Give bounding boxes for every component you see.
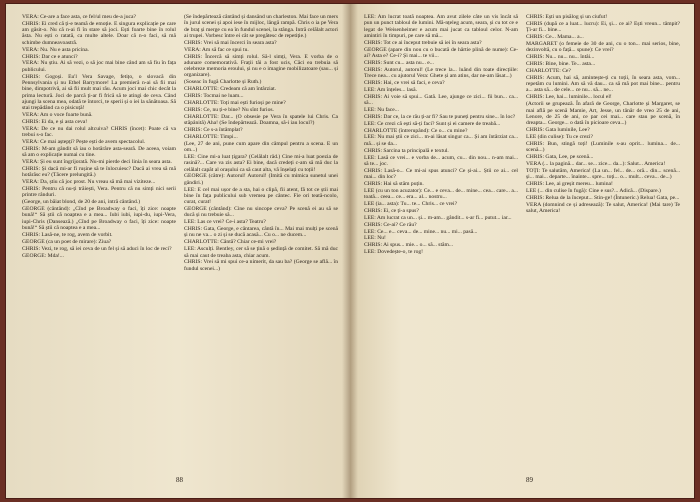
dialogue-paragraph: CHARLOTTE: Timpi...: [184, 133, 238, 140]
dialogue-paragraph: CHRIS: Lasă-o... Ce mi-ai spus atunci? Ce și-ai... Știi ce ai... cel mai... din loc?: [364, 167, 518, 181]
dialogue-paragraph: CHRIS: Ce, nu ți-e bine? Nu sînt furios.: [184, 106, 274, 113]
dialogue-paragraph: LEE: Am înțeles... lasă.: [364, 86, 417, 93]
dialogue-paragraph: LEE: Asculți. Bentley, cer să se țină o ședință de comitet. Să mă duc să mai caut de treaba asta, chiar acum.: [184, 246, 338, 259]
dialogue-paragraph: CHRIS: Ești un pisălog și un ciufut!: [526, 14, 608, 20]
dialogue-paragraph: CHRIS: Ei cred că ți-e teamă de emoție. E singura explicație pe care am găsit-o. Nu că n-ai fi în stare să joci. Ești foarte bine în rolul ăsta. Nu ești o ratată, ca multe altele. Doar că n-o faci, să mă schimbe dumneavoastră.: [22, 20, 176, 46]
dialogue-paragraph: LEE (... din culise în fugă): Cine e sus?... Adică... (Dispare.): [526, 187, 661, 194]
dialogue-paragraph: CHRIS: Sarcina ta principală e textul.: [364, 147, 449, 154]
dialogue-paragraph: GEORGE (cântând): „Cînd pe Broadway o faci, îți zice: noapte bună!“ Să știi că noaptea e a mea... Iubi iubi, iupi-du, iupi-Vera, iupi-Chris (Dansează.) „Cînd pe Broadway o faci, îți zice: noapte bună!“ Să știi că noaptea e a mea...: [22, 206, 176, 231]
dialogue-paragraph: CHRIS: Ce s-a întâmplat?: [184, 126, 243, 133]
dialogue-paragraph: CHRIS: Sunt cu... asta nu... e...: [364, 59, 434, 66]
dialogue-paragraph: LEE: Nu mai știi ce zici... m-ai lăsat singur ca... Și am întârziat ca... mă... și se da...: [364, 134, 518, 147]
dialogue-paragraph: CHRIS: Ei da, e și asta ceva!: [22, 118, 88, 125]
dialogue-paragraph: VERA: Nu. Nu e asta pricina.: [22, 46, 89, 53]
dialogue-paragraph: VERA: Am o voce foarte bună.: [22, 112, 93, 119]
dialogue-paragraph: CHARLOTTE (întrerupând): Ce o... cu mine?: [364, 127, 468, 134]
dialogue-paragraph: CHRIS: Vezi, te rog, să iei ceva de un fel și să aduci în loc de reci?: [22, 245, 172, 252]
dialogue-paragraph: CHRIS: Acum, hai să, amintește-ți cu toții, în seara asta, vom... repetăm cu lumini. Am să vă dau... ca să mă pot mai bine... pentru a... asta să... de cele... ce nu... să... ne...: [526, 74, 680, 94]
dialogue-paragraph: (Actorii se grupează. În afară de George, Charlotte și Margaret, se mai află pe scenă Mamie, Art, Jesse, un tânăr de vreo 25 de ani, Lenore, de 25 de ani, ce par cei mai... care stau pe scenă, în dreapta... George... o dată în picioare ceva...): [526, 101, 680, 127]
dialogue-paragraph: LEE: Dovedește-o, te rog!: [364, 249, 424, 256]
dialogue-paragraph: VERA: Ce-are a face asta, ce fel/ul meu de-a juca?: [22, 14, 136, 20]
left-page-column-2: [184, 14, 338, 464]
dialogue-paragraph: CHRIS: M-am gândit să iau o hotărâre asta-seară. De aceea, voiam să am o explicație numai cu tine.: [22, 145, 176, 159]
dialogue-paragraph: CHARLOTTE: Cântă? Chiar ce-mi vrei?: [184, 239, 277, 246]
dialogue-paragraph: CHRIS: Tocmai ne luam...: [184, 93, 244, 100]
dialogue-paragraph: CHRIS: Gogoși. Eu'l Vera Savage, fetițo, o slovacă din Pennsylvania și nu Ethel Barrymore! La premieră n-ai să fii mai bine, dimpotrivă, ai să fii mult mai rău. Acum joci mai chic decât la prima lectură. Joci de parcă ți-ar fi frică să te atingi de ceva. Când ajungi la scena mea, odată te întorci, te sperii și o iei la sănătoasa. Să stai trepădând ca o pisicuță!: [22, 73, 176, 112]
dialogue-paragraph: CHRIS: Tot ce ai început trebuie să iei în seara asta?: [364, 39, 482, 46]
right-page: [350, 4, 694, 498]
dialogue-paragraph: LEE: Ce crezi că ești să-ți faci? Sunt și ei camere de treabă...: [364, 120, 501, 127]
dialogue-paragraph: VERA: Nu știu. Ai să vezi, o să joc mai bine când am să fiu în fața publicului.: [22, 60, 176, 73]
dialogue-paragraph: LEE (ia... asta): Tu... te... Chris... ce vrei?: [364, 201, 458, 207]
dialogue-paragraph: CHRIS: Pentru că nu-ți trăiești, Vera. Pentru că nu simți nici serii printre rânduri.: [22, 186, 176, 199]
dialogue-paragraph: VERA: Ce mai aștepți? Pește ești de avem spectacolul.: [22, 138, 146, 145]
dialogue-paragraph: GEORGE (cântând): Cine nu sincope ceva? Pe scenă ei au să se ducă și nu trebuie să...: [184, 206, 338, 219]
right-page-column-1: [364, 14, 518, 464]
dialogue-paragraph: GEORGE: Mda!...: [22, 252, 64, 259]
dialogue-paragraph: LEE: Nu face...: [364, 106, 399, 113]
dialogue-paragraph: CHRIS: Vrei să mi spui ce-a nimerit, da sau ba? (George se află... în fundul scenei...): [184, 259, 338, 272]
dialogue-paragraph: LEE: Am lucrat toată noaptea. Am avut zilele câte un vis încât să pun un punct tabloul de lumini. Mă-nțeleg acum, seara, și cu tot ce e legat de Weisenheimer e acum mai jucat ca tabloul celor. N-am amintiri în timpuri, pe care să mă...: [364, 14, 518, 39]
dialogue-paragraph: VERA: Da, știu că joc prost. Nu vreau să mă mai viziteze...: [22, 179, 156, 186]
dialogue-paragraph: LEE: Las ce vrei? Ce-i asta? Teatru?: [184, 219, 266, 226]
page-number-right: 89: [526, 476, 533, 484]
dialogue-paragraph: CHRIS: Ai voie să spui... Gată. Lee, ajunge ce zici... fii bun... ca... să...: [364, 93, 518, 107]
open-book: [6, 4, 694, 498]
dialogue-paragraph: CHRIS: Lasă-ne, te rog, avem de vorbit.: [22, 231, 113, 238]
left-page: [6, 4, 350, 498]
dialogue-paragraph: CHRIS: Vrei să mai încerci în seara asta?: [184, 39, 277, 46]
dialogue-paragraph: CHRIS: Hai, ce vrei să faci, e ceva?: [364, 79, 445, 86]
dialogue-paragraph: VERA: De ce nu dai rolul altcuiva? CHRIS (încet): Poate că va trebui s-o fac.: [22, 125, 176, 139]
dialogue-paragraph: LEE: Nu!: [364, 235, 386, 242]
dialogue-paragraph: CHRIS: Încercă să simți rolul. Să-l simți, Vera. E vorba de o adunare comemorativă. Frații tăi a fost ucis, Căci ea trebuia să celebreze memoria eroului, și nu e o imagine mobilizatoare (sau... și organizare).: [184, 53, 338, 79]
dialogue-paragraph: LEE: E cel mai ușor de a sta, hai o clipă, fii atent, fă tot ce știi mai bine în fața publicului sub vremea pe cântec. Fie ori teată-ncolo, curat, curat!: [184, 186, 338, 206]
page-number-left: 88: [176, 476, 183, 484]
right-page-column-2: [526, 14, 680, 464]
dialogue-paragraph: CHRIS (după ce a luat... lucru): Ei, și... ce ai? Ești vreun... tâmpit? Ți-ar fi... bine...: [526, 20, 680, 34]
dialogue-paragraph: LEE: Cine mi-a luat țigara? (Celălalt râd.) Cine mi-a luat poezia de rasină?... Care va zis asta? Ei bine, dacă credeți c-am să mă duc la celălalt capăt al orașului ca să caut alta, vă înșelați cu toții!: [184, 153, 338, 173]
dialogue-paragraph: VERA (domnind ce și adresează): Te salut, America! (Mai tare) Te salut, America!: [526, 201, 680, 214]
dialogue-paragraph: CHRIS: Ei, ce ți-a spus?: [364, 207, 419, 214]
dialogue-paragraph: CHRIS: Lee, ai greșit mereu... lumina!: [526, 180, 613, 187]
dialogue-paragraph: GEORGE (apare din nou cu o bucată de hârtie plină de nume): Ce-ai? Asta e? Ce-i? Și mai... te vii...: [364, 46, 518, 59]
dialogue-paragraph: CHRIS: Ce... Mama... a...: [526, 34, 584, 41]
dialogue-paragraph: CHRIS: Gata, Lee, pe scenă...: [526, 153, 594, 160]
dialogue-paragraph: (Se îndepărtează cântând și dansând un charleston. Mai face un mers în jurul scenei și apoi iese în mijloc, lângă rampă. Chris o ia pe Vera de braț și merge cu ea în fundul scenei, la stânga. Intră celălalt actori ai trupei. Vorbesc între ei cât se pregătesc de repetiție.): [184, 14, 338, 39]
dialogue-paragraph: GEORGE (ca un poet de mirare): Ziua?: [22, 238, 112, 245]
dialogue-paragraph: CHRIS: Lee, hai... luminile... locul el!: [526, 94, 612, 101]
dialogue-paragraph: CHRIS: Dar ce, la ce rău ți-ar fi? Sau te puneți pentru sine... în loc?: [364, 113, 516, 120]
dialogue-paragraph: CHRIS: Și dacă mi-ar fi rușine să te înlocuiesc? Dacă ai vrea să mă hotărăsc eu? (Tăcere prelungită.): [22, 165, 176, 179]
dialogue-paragraph: (George, un băiat blond, de 20 de ani, intră cântând.): [22, 199, 141, 206]
dialogue-paragraph: CHRIS: Dar ce e atunci?: [22, 53, 78, 60]
dialogue-paragraph: CHRIS: Gata luminile, Lee?: [526, 126, 590, 133]
dialogue-paragraph: LEE (din culise): Tu ce crezi?: [526, 133, 593, 140]
dialogue-paragraph: LEE: Lasă ce vrei... e vorba de... acum, cu... din nou... n-am mai... să te... joc.: [364, 154, 518, 167]
dialogue-paragraph: TOȚI: Te salutăm, America! (La un... fel... de... oră... din... scenă... și... mai... departe... înainte... spre... toți... o... mult... ceva... de...): [526, 167, 680, 181]
dialogue-paragraph: CHRIS: Hai să stăm puțin.: [364, 180, 424, 187]
dialogue-paragraph: LEE (cu un ton acuzator): Ce... e ceva... de... mine... cea... care... a... toată... ceea... ce... era... al... nostru...: [364, 187, 518, 201]
dialogue-paragraph: VERA: Am să fac ce spui tu.: [184, 46, 249, 53]
dialogue-paragraph: CHRIS: Relua de la început... Stin-ge! (Întuneric.) Relua! Gata, pe...: [526, 194, 680, 201]
dialogue-paragraph: GEORGE (către): Autorul! Autorul! (Imită cu mimica sunetul unei gândiri.): [184, 173, 338, 186]
book-gutter: [342, 4, 358, 498]
dialogue-paragraph: CHARLOTTE: Ce?: [526, 67, 571, 74]
dialogue-paragraph: CHRIS: Ai spus... mie... o... să... stăm...: [364, 242, 454, 249]
dialogue-paragraph: VERA: Și eu sunt îngrijorată. Nu-mi pierde deci linia în seara asta.: [22, 159, 172, 166]
left-page-column-1: [22, 14, 176, 464]
dialogue-paragraph: CHRIS: Nu... nu... nu... întâi...: [526, 54, 595, 61]
dialogue-paragraph: CHARLOTTE: Toți mai ești furioși pe mine?: [184, 100, 286, 107]
dialogue-paragraph: (Soseac în fugă Charlotte și Ruth.): [184, 79, 262, 86]
dialogue-paragraph: MARGARET (o femeie de 30 de ani, cu o ton... mai serios, bine, dezinvoltă, cu o față... spune): Ce vrei?: [526, 40, 680, 54]
dialogue-paragraph: CHRIS: Bun, stingă toți! (Luminile s-au oprit... lumina... de... scenă...): [526, 140, 680, 154]
dialogue-paragraph: CHRIS: Bine, bine. Te... asta...: [526, 61, 596, 68]
dialogue-paragraph: CHRIS: Ce-ai? Ce rău?: [364, 221, 417, 228]
dialogue-paragraph: CHARLOTTE: Dar... (O obsesie pe Vera în spatele lui Chris. Ca stăpânită) Aha! (Se îndepărtează. Doamna, să-i iau locul?): [184, 113, 338, 127]
dialogue-paragraph: CHRIS: Gata, George, e cântarea, cântă în... Mai mai mulți pe scenă și nu ne va... o zi și se ducă acasă... Cu o... ne ducem...: [184, 226, 338, 239]
dialogue-paragraph: CHRIS: Autorul, autorul! (Le trece la... luând din toate direcțiile: Trece nea... cu ajutorul Vera: Ghete și am atins, dar ne-am lăsat...): [364, 66, 518, 80]
dialogue-paragraph: (Lee, 27 de ani, pune cum apare din câmpul pentru a scena. E un om...): [184, 140, 338, 154]
dialogue-paragraph: LEE: Am lucrat ca un... și... m-am... gândit... s-ar fi... putut... iar...: [364, 214, 512, 221]
dialogue-paragraph: VERA (... la pagină... dar... se... zice... da...): Salut... America!: [526, 160, 666, 167]
dialogue-paragraph: CHARLOTTE: Credeam că am întârziat.: [184, 86, 277, 93]
dialogue-paragraph: LEE: Ce... e... ceva... de... mine... nu... mi... pasă...: [364, 228, 478, 235]
